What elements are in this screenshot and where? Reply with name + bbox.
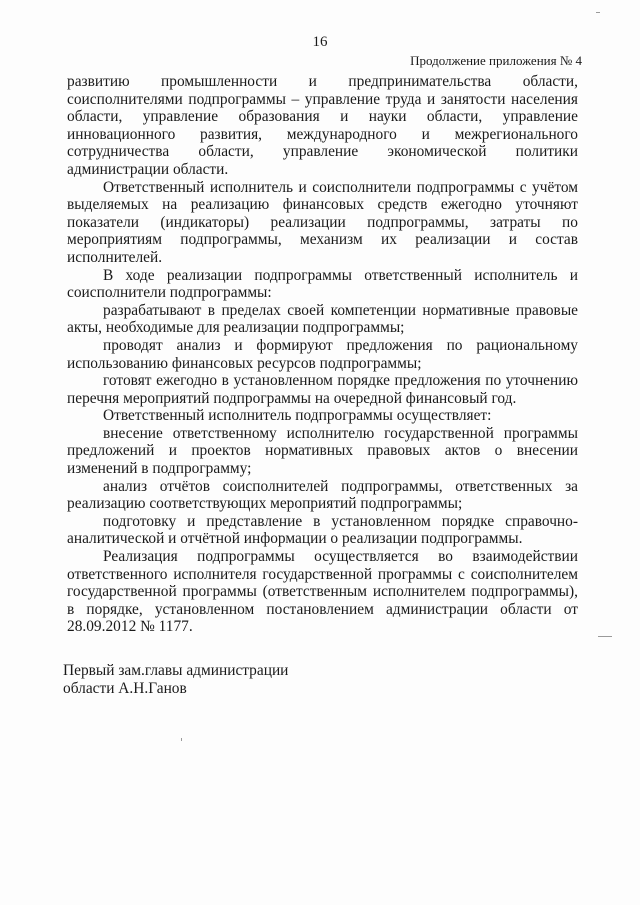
paragraph-analysis-proposals: проводят анализ и формируют предложения по рациональному использованию финансовых ресурсов подпрограммы; bbox=[67, 336, 578, 372]
paragraph-annual-proposals: готовят ежегодно в установленном порядке предложения по уточнению перечня мероприятий подпрограммы на очередной финансовый год. bbox=[67, 372, 578, 407]
scan-artifact bbox=[596, 12, 600, 13]
paragraph-annual-refinement: Ответственный исполнитель и соисполнители подпрограммы с учётом выделяемых на реализацию финансовых средств ежегодно уточняют показатели (индикаторы) реализации подпрограммы, затраты по мероприятиям подпрограммы, механизм их реализации и состав исполнителей. bbox=[67, 178, 578, 266]
signature-position: Первый зам.главы администрации bbox=[63, 662, 289, 679]
paragraph-responsible-executes: Ответственный исполнитель подпрограммы осуществляет: bbox=[103, 407, 492, 425]
paragraph-report-analysis: анализ отчётов соисполнителей подпрограммы, ответственных за реализацию соответствующих мероприятий подпрограммы; bbox=[67, 477, 578, 513]
paragraph-submit-proposals: внесение ответственному исполнителю государственной программы предложений и проектов нормативных правовых актов о внесении изменений в подпрограмму; bbox=[67, 424, 578, 478]
paragraph-during-implementation: В ходе реализации подпрограммы ответственный исполнитель и соисполнители подпрограммы: bbox=[67, 266, 578, 302]
body-text bbox=[67, 73, 578, 636]
paragraph-implementation-order: Реализация подпрограммы осуществляется во взаимодействии ответственного исполнителя государственной программы с соисполнителем государственной программы (ответственным исполнителем подпрограммы), в порядке, установленном постановлением администрации области от 28.09.2012 № 1177. bbox=[67, 548, 578, 636]
scan-artifact bbox=[181, 738, 182, 741]
signature-name: области А.Н.Ганов bbox=[63, 680, 187, 697]
paragraph-reference-info: подготовку и представление в установленном порядке справочно-аналитической и отчётной информации о реализации подпрограммы. bbox=[67, 512, 578, 548]
page-number: 16 bbox=[312, 34, 328, 50]
paragraph-develop-acts: разрабатывают в пределах своей компетенции нормативные правовые акты, необходимые для реализации подпрограммы; bbox=[67, 301, 578, 337]
scan-artifact bbox=[598, 636, 612, 637]
signature-block bbox=[63, 662, 288, 698]
appendix-continuation-note: Продолжение приложения № 4 bbox=[410, 53, 582, 68]
paragraph-coexecutors-list: развитию промышленности и предпринимательства области, соисполнителями подпрограммы – управление труда и занятости населения области, управление образования и науки области, управление инновационного развития, международного и межрегионального сотрудничества области, управление экономической политики администрации области. bbox=[67, 73, 578, 178]
